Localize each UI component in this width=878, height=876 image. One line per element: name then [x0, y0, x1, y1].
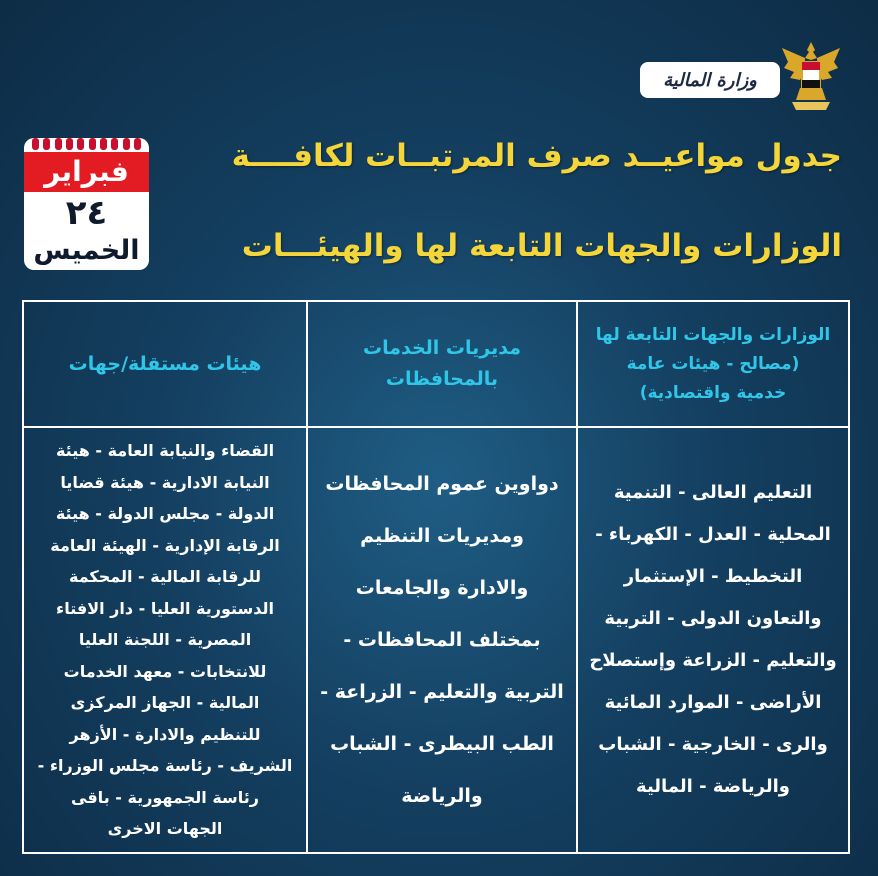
header-line: مديريات الخدمات [363, 337, 521, 359]
calendar-ring [111, 138, 118, 150]
cell-line: للانتخابات - معهد الخدمات [63, 661, 267, 681]
cell-line: والتعليم - الزراعة وإستصلاح [589, 650, 837, 671]
cell-line: التخطيط - الإستثمار [623, 566, 803, 587]
ministry-logo-text: وزارة المالية [663, 69, 757, 91]
cell-line: الجهات الاخرى [107, 819, 223, 839]
calendar-ring [100, 138, 107, 150]
cell-line: الأراضى - الموارد المائية [604, 692, 822, 713]
ministry-logo-badge [640, 62, 780, 98]
calendar-weekday: الخميس [33, 235, 140, 266]
cell-line: القضاء والنيابة العامة - هيئة [55, 441, 275, 461]
cell-line: التعليم العالى - التنمية [613, 482, 813, 503]
table-cell-ministries [578, 428, 848, 852]
cell-line: للتنظيم والادارة - الأزهر [69, 724, 261, 744]
header-line: الوزارات والجهات التابعة لها [595, 324, 831, 345]
cell-line: والرياضة - المالية [636, 776, 790, 797]
cell-line: والادارة والجامعات [355, 577, 529, 599]
calendar-ring [77, 138, 84, 150]
calendar-month: فبراير [24, 152, 149, 192]
cell-line: المالية - الجهاز المركزى [70, 693, 260, 713]
table-header-governorates [308, 302, 576, 426]
cell-line: للرقابة المالية - المحكمة [69, 567, 261, 587]
header-line: هيئات مستقلة/جهات [68, 352, 262, 375]
eagle-emblem-icon [780, 38, 842, 116]
cell-line: والتعاون الدولى - التربية [604, 608, 822, 629]
cell-line: المصرية - اللجنة العليا [78, 630, 252, 650]
cell-line: الدولة - مجلس الدولة - هيئة [55, 504, 275, 524]
table-cell-governorates [308, 428, 576, 852]
date-calendar [24, 138, 149, 270]
cell-line: النيابة الادارية - هيئة قضايا [60, 472, 270, 492]
calendar-ring [32, 138, 39, 150]
header-line: بالمحافظات [385, 368, 499, 390]
cell-line: الدستورية العليا - دار الافتاء [56, 598, 274, 618]
cell-line: المحلية - العدل - الكهرباء - [595, 524, 831, 545]
header-line: (مصالح - هيئات عامة [626, 353, 800, 374]
cell-line: الطب البيطرى - الشباب [330, 733, 554, 755]
table-header-ministries [578, 302, 848, 426]
calendar-ring [134, 138, 141, 150]
cell-line: التربية والتعليم - الزراعة - [320, 681, 564, 703]
calendar-ring [89, 138, 96, 150]
cell-line: دواوين عموم المحافظات [325, 473, 559, 495]
title-line-2: الوزارات والجهات التابعة لها والهيئـــات [241, 228, 842, 264]
calendar-ring [43, 138, 50, 150]
calendar-ring [123, 138, 130, 150]
salary-schedule-table [22, 300, 850, 854]
cell-line: الرقابة الإدارية - الهيئة العامة [50, 535, 280, 555]
title-line-1: جدول مواعيــد صرف المرتبــات لكافــــة [231, 138, 842, 174]
calendar-rings-icon [24, 138, 149, 152]
cell-line: ومديريات التنظيم [360, 525, 524, 547]
cell-line: والرياضة [401, 785, 483, 807]
cell-line: الشريف - رئاسة مجلس الوزراء - [37, 756, 293, 776]
cell-line: رئاسة الجمهورية - باقى [71, 787, 259, 807]
calendar-day: ٢٤ [65, 193, 108, 233]
cell-line: والرى - الخارجية - الشباب [598, 734, 828, 755]
cell-line: بمختلف المحافظات - [343, 629, 541, 651]
table-cell-independent-bodies [24, 428, 306, 852]
calendar-ring [55, 138, 62, 150]
table-header-independent-bodies [24, 302, 306, 426]
calendar-ring [66, 138, 73, 150]
header-line: خدمية واقتصادية) [639, 382, 787, 403]
